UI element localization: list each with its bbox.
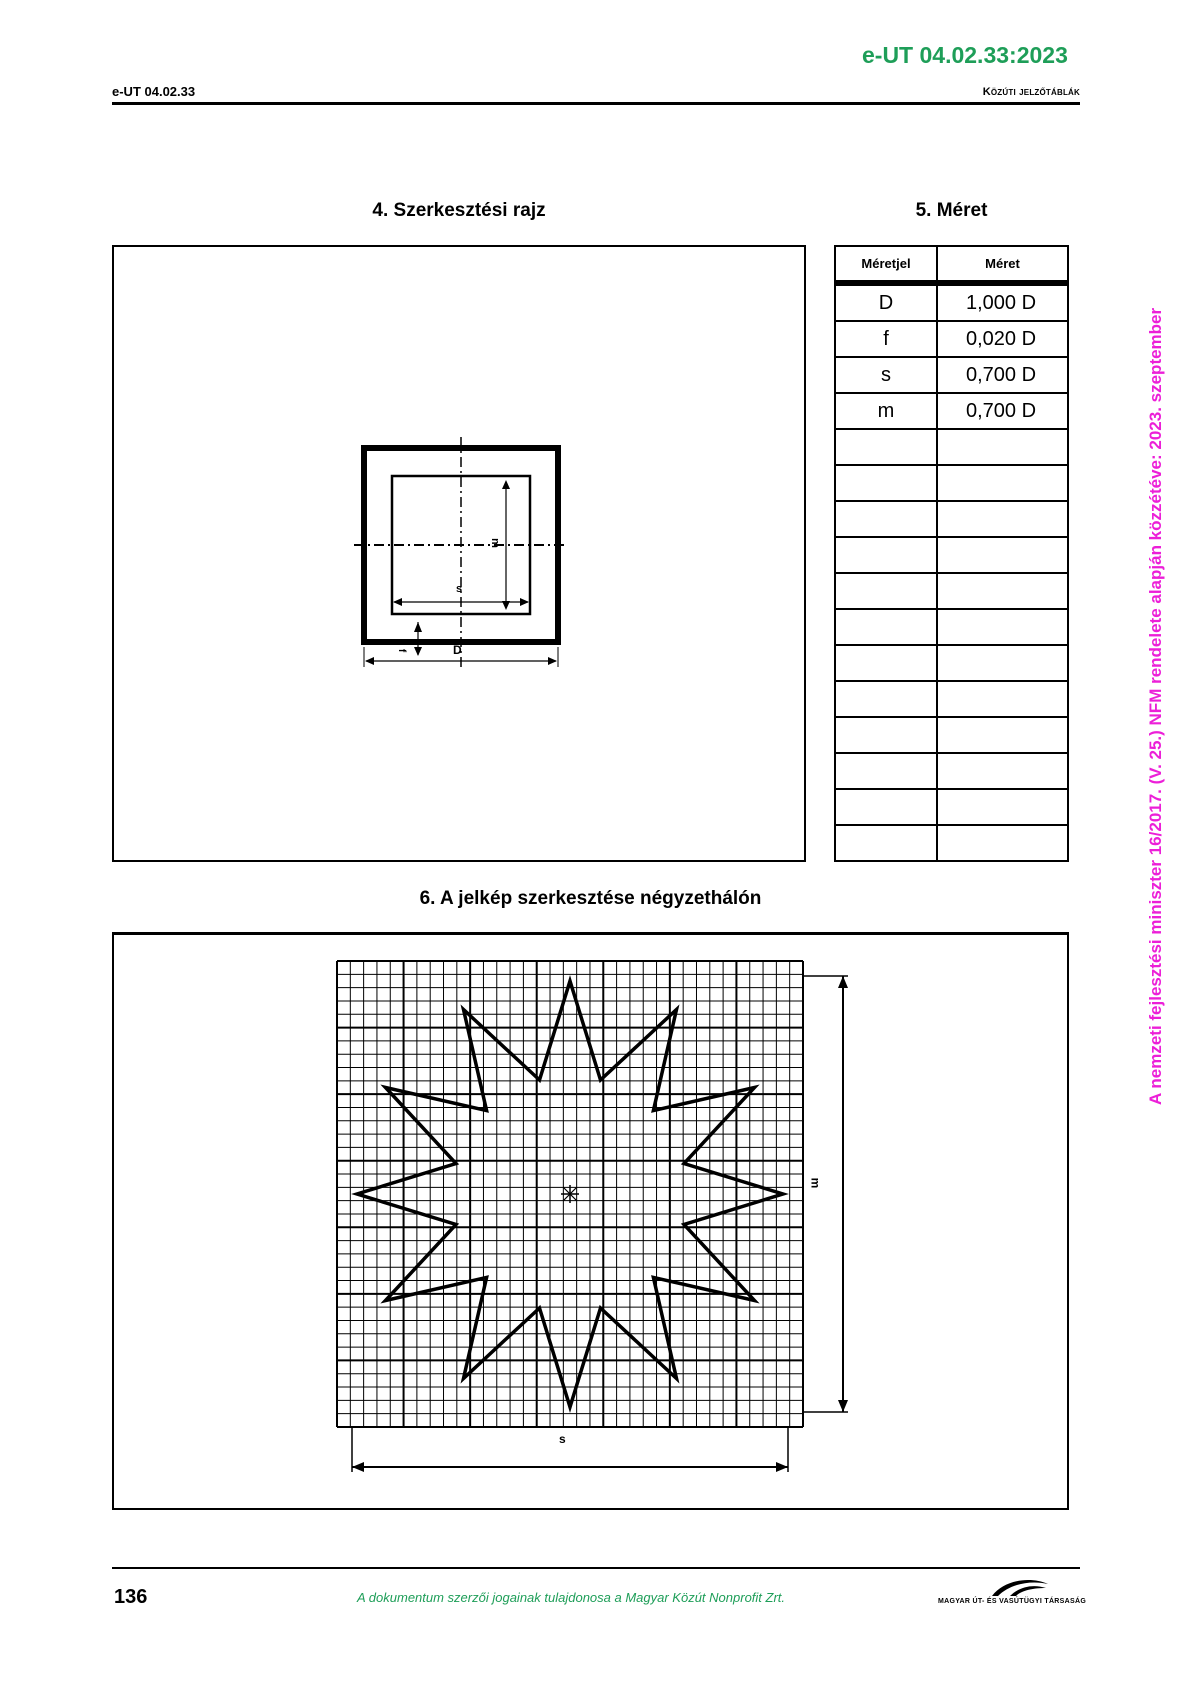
section6-title: 6. A jelkép szerkesztése négyzethálón xyxy=(419,888,762,909)
section5-title: 5. Méret xyxy=(915,200,988,221)
size-value-cell: 0,700 D xyxy=(937,393,1068,429)
size-table-row xyxy=(835,789,1068,825)
size-table-row xyxy=(835,681,1068,717)
footer-rule xyxy=(112,1567,1080,1569)
label-D: D xyxy=(453,643,462,657)
size-table-row xyxy=(835,357,1068,393)
size-value-cell xyxy=(937,681,1068,717)
label-m: m xyxy=(488,538,501,548)
size-table-row xyxy=(835,645,1068,681)
size-table-row xyxy=(835,537,1068,573)
size-value-cell xyxy=(937,609,1068,645)
grid-construction-drawing xyxy=(114,932,1067,1508)
size-value-cell xyxy=(937,789,1068,825)
size-symbol-cell: s xyxy=(835,357,937,393)
size-table-row xyxy=(835,429,1068,465)
column-header-size: Méret xyxy=(937,246,1068,283)
size-table-row xyxy=(835,753,1068,789)
size-value-cell: 1,000 D xyxy=(937,283,1068,321)
header-right-title: Közúti jelzőtáblák xyxy=(982,86,1080,98)
grid-label-m: m xyxy=(808,1177,823,1189)
document-code-top: e-UT 04.02.33:2023 xyxy=(862,42,1068,68)
size-table-row xyxy=(835,609,1068,645)
size-value-cell xyxy=(937,645,1068,681)
section4-title: 4. Szerkesztési rajz xyxy=(372,200,546,221)
size-symbol-cell: m xyxy=(835,393,937,429)
size-symbol-cell xyxy=(835,501,937,537)
size-value-cell xyxy=(937,825,1068,861)
size-table-header xyxy=(835,246,1068,283)
size-symbol-cell: f xyxy=(835,321,937,357)
size-symbol-cell xyxy=(835,645,937,681)
society-logo-icon xyxy=(990,1576,1050,1598)
size-value-cell xyxy=(937,717,1068,753)
size-symbol-cell xyxy=(835,825,937,861)
grid-construction-frame xyxy=(112,932,1069,1510)
size-table-row xyxy=(835,465,1068,501)
size-value-cell xyxy=(937,573,1068,609)
construction-drawing-frame xyxy=(112,245,806,862)
size-table-row xyxy=(835,393,1068,429)
size-value-cell xyxy=(937,429,1068,465)
size-value-cell xyxy=(937,753,1068,789)
copyright-note: A dokumentum szerzői jogainak tulajdonosa a Magyar Közút Nonprofit Zrt. xyxy=(357,1590,786,1605)
size-table-row xyxy=(835,573,1068,609)
size-symbol-cell xyxy=(835,573,937,609)
size-value-cell xyxy=(937,537,1068,573)
size-table-row xyxy=(835,501,1068,537)
size-table-row xyxy=(835,321,1068,357)
page-number: 136 xyxy=(114,1586,148,1608)
size-symbol-cell: D xyxy=(835,283,937,321)
construction-drawing xyxy=(114,247,804,860)
size-table-row xyxy=(835,283,1068,321)
size-table-row xyxy=(835,825,1068,861)
size-table-row xyxy=(835,717,1068,753)
size-value-cell xyxy=(937,465,1068,501)
size-symbol-cell xyxy=(835,429,937,465)
size-value-cell xyxy=(937,501,1068,537)
label-f: f xyxy=(396,648,408,653)
size-value-cell: 0,700 D xyxy=(937,357,1068,393)
side-note: A nemzeti fejlesztési miniszter 16/2017. (V. 25.) NFM rendelete alapján közzétéve: 2023. szeptember xyxy=(1146,307,1165,1105)
size-symbol-cell xyxy=(835,789,937,825)
size-value-cell: 0,020 D xyxy=(937,321,1068,357)
size-symbol-cell xyxy=(835,537,937,573)
size-symbol-cell xyxy=(835,465,937,501)
size-symbol-cell xyxy=(835,753,937,789)
size-symbol-cell xyxy=(835,717,937,753)
size-symbol-cell xyxy=(835,609,937,645)
column-header-symbol: Méretjel xyxy=(835,246,937,283)
society-logo-text: MAGYAR ÚT- ÉS VASÚTÜGYI TÁRSASÁG xyxy=(938,1598,1087,1605)
size-table xyxy=(834,245,1069,862)
grid-label-s: s xyxy=(559,1432,566,1446)
header-left-code: e-UT 04.02.33 xyxy=(112,84,196,99)
header-rule xyxy=(112,102,1080,105)
size-symbol-cell xyxy=(835,681,937,717)
label-s: s xyxy=(456,583,463,595)
